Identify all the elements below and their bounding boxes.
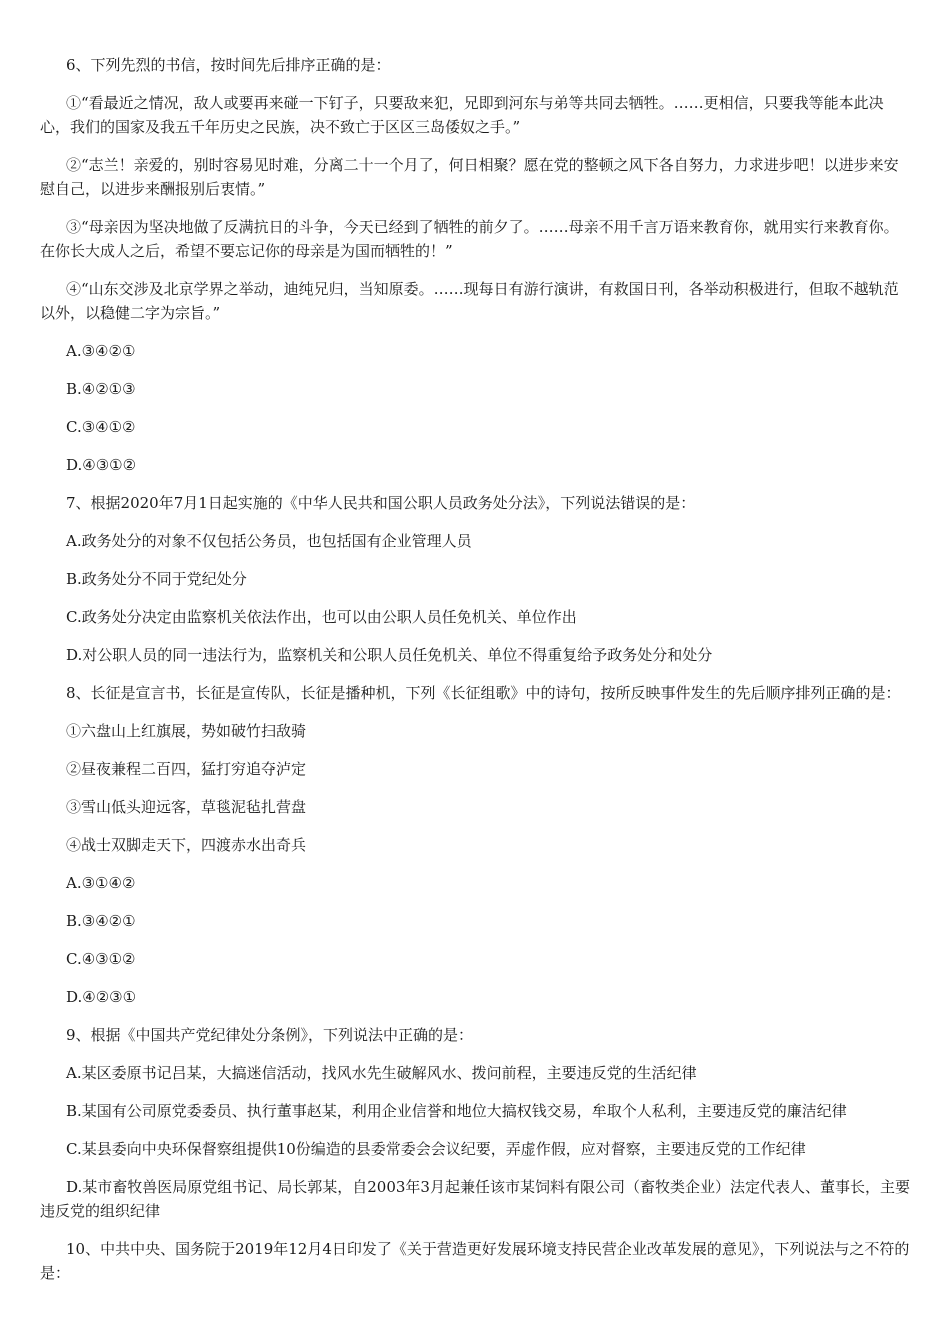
option-a: A.③①④② <box>66 874 136 892</box>
question-stem: 9、根据《中国共产党纪律处分条例》，下列说法中正确的是： <box>66 1026 474 1044</box>
option-c: C.③④①② <box>66 418 136 436</box>
letter-excerpt-2: ②“志兰！亲爱的，别时容易见时难，分离二十一个月了，何日相聚？愿在党的整顿之风下各自努力，力求进步吧！以进步来安慰自己，以进步来酬报别后衷情。” <box>40 156 899 198</box>
question-stem: 7、根据2020年7月1日起实施的《中华人民共和国公职人员政务处分法》，下列说法错误的是： <box>66 494 696 512</box>
option-b: B.某国有公司原党委委员、执行董事赵某，利用企业信誉和地位大搞权钱交易，牟取个人私利，主要违反党的廉洁纪律 <box>66 1102 847 1120</box>
option-a: A.③④②① <box>66 342 136 360</box>
poem-line-4: ④战士双脚走天下，四渡赤水出奇兵 <box>66 836 307 854</box>
option-b: B.④②①③ <box>66 380 136 398</box>
question-10 <box>40 1237 910 1285</box>
question-stem: 10、中共中央、国务院于2019年12月4日印发了《关于营造更好发展环境支持民营企业改革发展的意见》，下列说法与之不符的是： <box>40 1240 910 1282</box>
option-d: D.对公职人员的同一违法行为，监察机关和公职人员任免机关、单位不得重复给予政务处分和处分 <box>66 646 713 664</box>
letter-excerpt-3: ③“母亲因为坚决地做了反满抗日的斗争，今天已经到了牺牲的前夕了。……母亲不用千言万语来教育你，就用实行来教育你。在你长大成人之后，希望不要忘记你的母亲是为国而牺牲的！” <box>40 218 899 260</box>
option-d: D.④③①② <box>66 456 137 474</box>
question-stem: 8、长征是宣言书，长征是宣传队，长征是播种机，下列《长征组歌》中的诗句，按所反映事件发生的先后顺序排列正确的是： <box>66 684 901 702</box>
option-c: C.④③①② <box>66 950 136 968</box>
option-d: D.某市畜牧兽医局原党组书记、局长郭某，自2003年3月起兼任该市某饲料有限公司（畜牧类企业）法定代表人、董事长，主要违反党的组织纪律 <box>40 1178 910 1220</box>
poem-line-3: ③雪山低头迎远客，草毯泥毡扎营盘 <box>66 798 307 816</box>
question-9 <box>40 1023 910 1223</box>
option-d: D.④②③① <box>66 988 137 1006</box>
question-stem: 6、下列先烈的书信，按时间先后排序正确的是： <box>66 56 391 74</box>
question-6 <box>40 53 910 477</box>
option-a: A.政务处分的对象不仅包括公务员，也包括国有企业管理人员 <box>66 532 472 550</box>
question-8 <box>66 681 910 1009</box>
option-c: C.某县委向中央环保督察组提供10份编造的县委常委会会议纪要，弄虚作假，应对督察，主要违反党的工作纪律 <box>66 1140 806 1158</box>
option-a: A.某区委原书记吕某，大搞迷信活动，找风水先生破解风水、拨问前程，主要违反党的生活纪律 <box>66 1064 697 1082</box>
option-b: B.③④②① <box>66 912 136 930</box>
question-7 <box>66 491 910 667</box>
letter-excerpt-4: ④“山东交涉及北京学界之举动，迪纯兄归，当知原委。……现每日有游行演讲，有救国日刊，各举动积极进行，但取不越轨范以外，以稳健二字为宗旨。” <box>40 280 899 322</box>
option-b: B.政务处分不同于党纪处分 <box>66 570 247 588</box>
option-c: C.政务处分决定由监察机关依法作出，也可以由公职人员任免机关、单位作出 <box>66 608 577 626</box>
poem-line-2: ②昼夜兼程二百四，猛打穷追夺泸定 <box>66 760 307 778</box>
poem-line-1: ①六盘山上红旗展，势如破竹扫敌骑 <box>66 722 307 740</box>
letter-excerpt-1: ①“看最近之情况，敌人或要再来碰一下钉子，只要敌来犯，兄即到河东与弟等共同去牺牲。……更相信，只要我等能本此决心，我们的国家及我五千年历史之民族，决不致亡于区区三岛倭奴之手。” <box>40 94 884 136</box>
